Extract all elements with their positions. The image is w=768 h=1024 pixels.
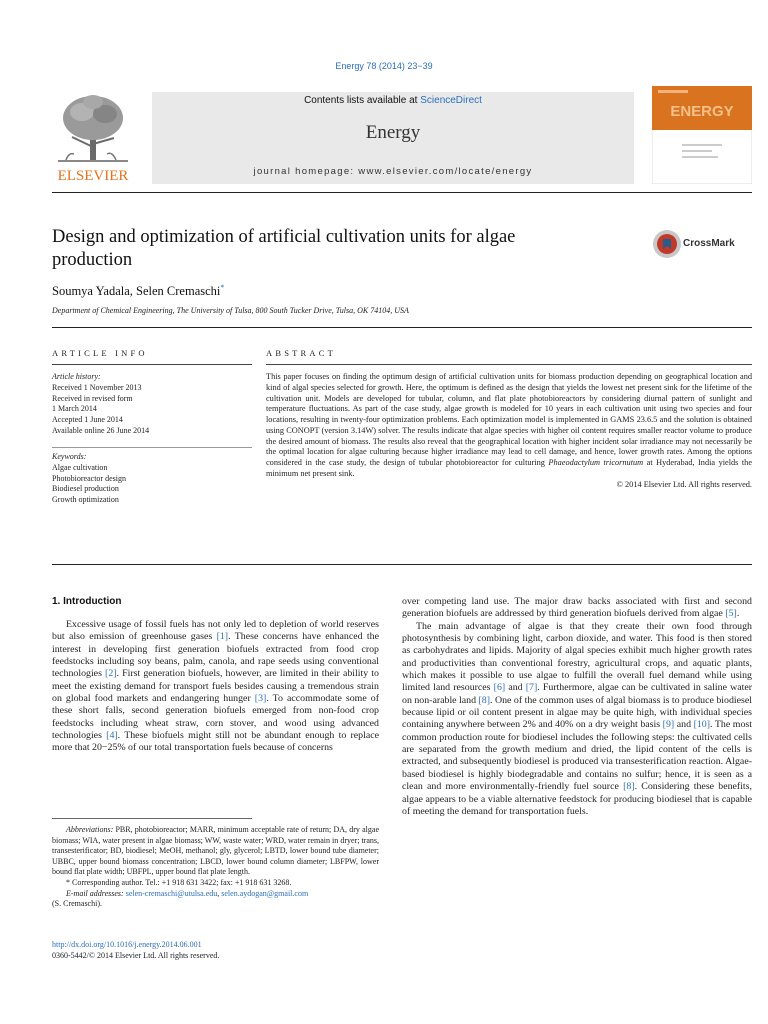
footnote-rule xyxy=(52,818,252,819)
journal-name: Energy xyxy=(365,122,421,143)
footnotes xyxy=(52,825,379,910)
authors: Soumya Yadala, Selen Cremaschi xyxy=(52,284,221,299)
keywords-label: Keywords: xyxy=(52,452,87,461)
article-info-rule xyxy=(52,364,252,365)
citation-ref[interactable]: [8] xyxy=(478,694,491,706)
keywords-rule xyxy=(52,447,252,448)
received-date: Received 1 November 2013 xyxy=(52,382,142,392)
affiliation-rule xyxy=(52,327,752,328)
citation-ref[interactable]: [6] xyxy=(493,682,506,694)
species-name: Phaeodactylum tricornutum xyxy=(548,458,644,467)
intro-paragraph: Excessive usage of fossil fuels has not only led to depletion of world reserves but also emission of greenhouse gases [1]. These concerns have enhanced the interest in developing first generation biofuels extracted from food crop feedstocks including soy beans, palm, canola, and rape seeds using conventional technologies [2]. First generation biofuels, however, are limited in their ability to meet the existing demand for transport fuels besides causing a tremendous strain on global food markets and endangering hunger [3]. To accommodate some of these short falls, second generation biofuels emerged from non-food crop feedstocks including wheat straw, corn stover, and wood using advanced technologies [4]. These biofuels might still not be abundant enough to replace more that 20−25% of our total transportation fuels because of concerns xyxy=(52,619,380,754)
journal-homepage-link[interactable]: journal homepage: www.elsevier.com/locate/energy xyxy=(253,166,533,177)
journal-citation-link[interactable]: Energy 78 (2014) 23−39 xyxy=(335,61,433,71)
history-label: Article history: xyxy=(52,372,101,381)
citation-ref[interactable]: [5] xyxy=(725,608,737,620)
abstract-body-end: at Hyderabad, India yields the minimum net present sink. xyxy=(266,458,753,478)
keywords xyxy=(52,452,252,506)
abstract-text xyxy=(266,372,752,490)
header-rule xyxy=(52,192,752,193)
abstract-heading: ABSTRACT xyxy=(266,348,336,358)
crossmark-icon[interactable] xyxy=(652,229,682,264)
keyword: Photobioreactor design xyxy=(52,473,126,483)
doi-link[interactable]: http://dx.doi.org/10.1016/j.energy.2014.06.001 xyxy=(52,940,202,949)
revised-label: Received in revised form xyxy=(52,393,133,403)
keyword: Growth optimization xyxy=(52,495,119,505)
doi-block xyxy=(52,939,379,961)
citation-ref[interactable]: [8] xyxy=(623,781,635,793)
online-date: Available online 26 June 2014 xyxy=(52,425,150,435)
crossmark-label[interactable]: CrossMark xyxy=(683,238,735,249)
right-column xyxy=(402,596,752,818)
corresponding-author-footnote: * Corresponding author. Tel.: +1 918 631 3422; fax: +1 918 631 3268. xyxy=(66,877,292,887)
email-footnote: E-mail addresses: selen-cremaschi@utulsa.edu, selen.aydogan@gmail.com xyxy=(66,888,309,898)
elsevier-tree-icon xyxy=(52,92,134,184)
section-heading-introduction: 1. Introduction xyxy=(52,596,122,607)
sciencedirect-link[interactable]: ScienceDirect xyxy=(420,95,482,106)
contents-prefix: Contents lists available at xyxy=(304,95,421,106)
accepted-date: Accepted 1 June 2014 xyxy=(52,415,123,425)
affiliation: Department of Chemical Engineering, The University of Tulsa, 800 South Tucker Drive, Tulsa, OK 74104, USA xyxy=(52,306,409,315)
citation-ref[interactable]: [3] xyxy=(254,693,267,705)
intro-paragraph-continued: over competing land use. The major draw backs associated with first and second generation biofuels are addressed by third generation biofuels derived from algae [5]. xyxy=(402,596,752,620)
abstract-body: This paper focuses on finding the optimum design of artificial cultivation units for biomass production depending on geographical location and kind of algal species selected for growth. Here, the optimum is defined as the design that yields the lowest net present sink for the lifetime of the cultivation unit. Models are developed for tubular, column, and flat plate photobioreactors by considering diurnal pattern of sunlight and temperature fluctuations. As part of the case study, algae growth is modeled for 10 years in each cultivation unit using two species and four locations, resulting in twenty-four optimization problems. Each optimization model is implemented in GAMS 23.6.5 and the solution is obtained using CONOPT (version 3.14W) solver. The results indicate that algae species with higher oil content requires smaller reactor volume to produce the desired amount of biomass. The results also reveal that the geographical location with higher incident solar irradiance may not necessarily be the optimal location for algae culturing because higher irradiance may lead to cell damage, and hence, lower growth rates. Among the options considered in the case study, the design of tubular photobioreactor for culturing xyxy=(266,372,752,467)
revised-date: 1 March 2014 xyxy=(52,404,97,414)
article-info-heading: ARTICLE INFO xyxy=(52,348,148,358)
citation-ref[interactable]: [7] xyxy=(525,682,538,694)
author-list xyxy=(52,283,224,299)
citation-ref[interactable]: [4] xyxy=(106,730,118,742)
intro-paragraph: The main advantage of algae is that they create their own food through photosynthesis by combining light, carbon dioxide, and water. This food is then stored as carbohydrates and lipids. Majority of algal species exhibit much higher growth rates and productivities than conventional forestry, agricultural crops, and aquatic plants, which makes it possible to use algae to fulfill the overall fuel demand while using limited land resources [6] and [7]. Furthermore, algae can be cultivated in saline water on non-arable land [8]. One of the common uses of algal biomass is to produce biodiesel because lipid or oil content present in algae may be quite high, with individual species containing anywhere between 2% and 40% on a dry weight basis [9] and [10]. The most common production route for biodiesel includes the following steps: the cultivated cells are separated from the growth medium and dried, the lipid content of the cells is extracted, and subsequently biodiesel is produced via transesterification reaction. Algae-based biodiesel is highly biodegradable and contains no sulfur; hence, it is seen as a clean and more environmentally-friendly fuel source [8]. Considering these benefits, algae appears to be a viable alternative feedstock for producing biodiesel that is capable of meeting the demand for transportation fuels. xyxy=(402,620,753,817)
article-title: Design and optimization of artificial cultivation units for algae production xyxy=(52,227,516,270)
journal-banner xyxy=(152,92,634,184)
citation-ref[interactable]: [10] xyxy=(693,719,711,731)
citation-ref[interactable]: [2] xyxy=(105,668,117,680)
cover-title: ENERGY xyxy=(670,103,734,120)
abstract-bottom-rule xyxy=(52,564,752,565)
journal-cover-image xyxy=(652,86,752,184)
keyword: Biodiesel production xyxy=(52,484,119,494)
citation-ref[interactable]: [9] xyxy=(662,719,675,731)
email-link[interactable]: selen.aydogan@gmail.com xyxy=(221,888,309,898)
email-owner: (S. Cremaschi). xyxy=(52,899,102,909)
abbreviations-footnote: Abbreviations: PBR, photobioreactor; MARR, minimum acceptable rate of return; DA, dry algae biomass; WIA, water present in algae biomass; WW, waste water; WRD, water remain in dryer; trans, transesterificator; BD, biodiesel; MeOH, methanol; gly, glycerol; LBTD, lower bound tube diameter; UBBC, upper bound biomass concentration; LBCD, lower bound column diameter; LBFPW, lower bound flat plate width; UBFPL, upper bound flat plate length. xyxy=(52,825,379,877)
keyword: Algae cultivation xyxy=(52,462,108,472)
citation-ref[interactable]: [1] xyxy=(216,631,229,643)
article-history xyxy=(52,372,252,437)
elsevier-logo xyxy=(52,92,134,184)
corresponding-author-mark[interactable]: * xyxy=(220,283,225,292)
elsevier-wordmark: ELSEVIER xyxy=(57,168,129,184)
abstract-copyright: © 2014 Elsevier Ltd. All rights reserved. xyxy=(616,479,752,489)
email-link[interactable]: selen-cremaschi@utulsa.edu xyxy=(125,888,218,898)
issn-copyright: 0360-5442/© 2014 Elsevier Ltd. All rights reserved. xyxy=(52,951,220,960)
abstract-rule xyxy=(266,364,752,365)
contents-line xyxy=(152,95,634,106)
